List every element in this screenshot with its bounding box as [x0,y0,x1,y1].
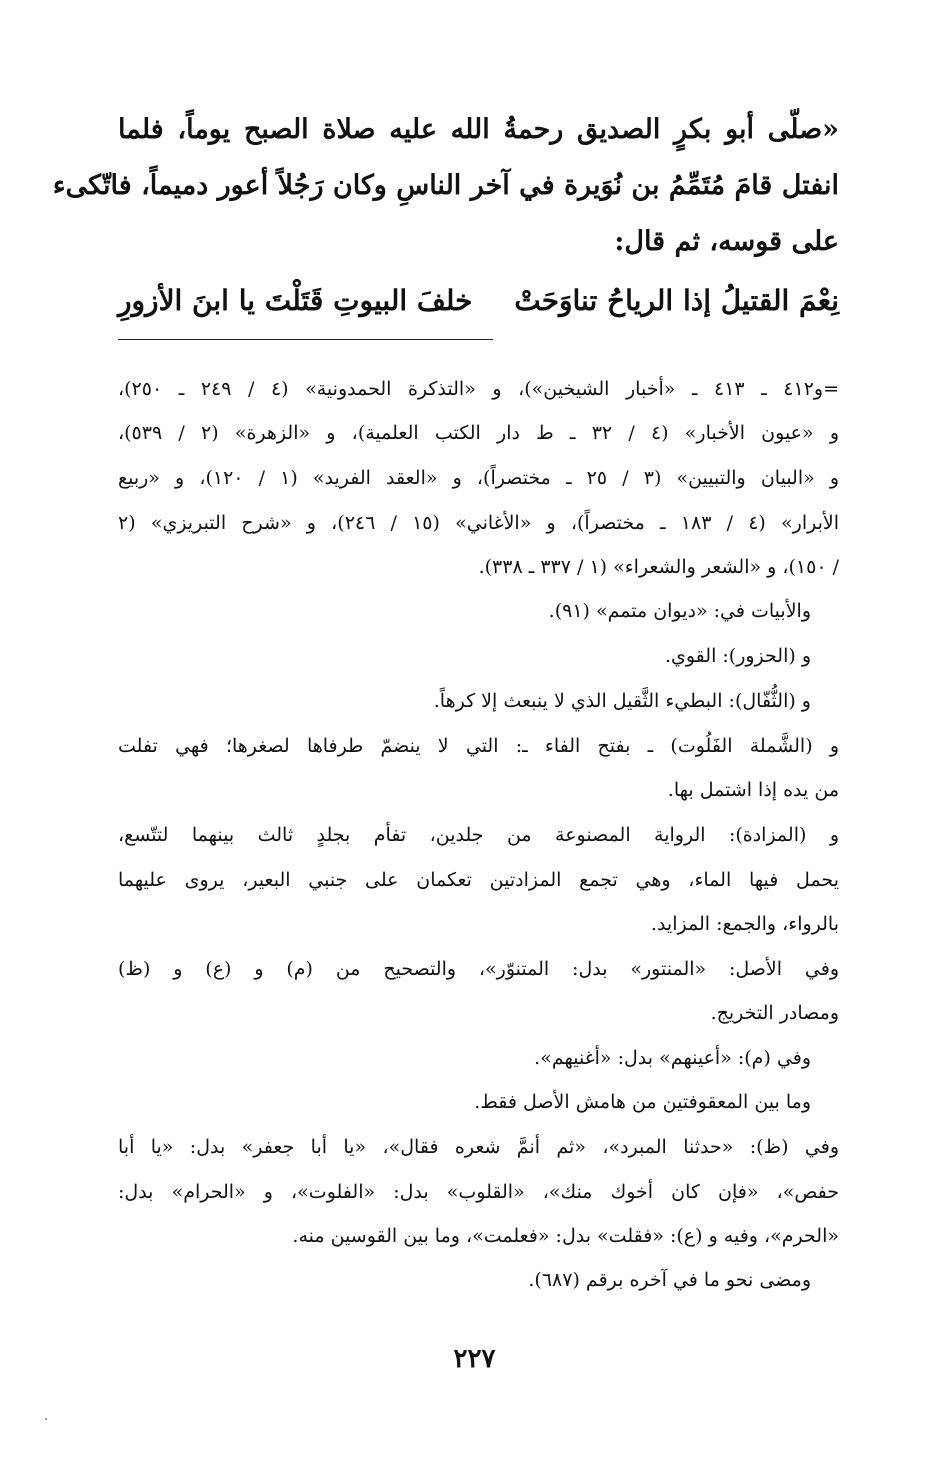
footnote-line: ومصادر التخريج. [710,1002,839,1024]
footnote-line: و (الحزور): القوي. [664,645,811,667]
main-text-line-3: على قوسه، ثم قال: [614,226,839,257]
verse [118,284,839,330]
footnote-line: و (المزادة): الرواية المصنوعة من جلدين، تفأم بجلدٍ ثالث بينهما لتتّسع، [118,824,839,846]
verse-first-hemistich: نِعْمَ القتيلُ إذا الرياحُ تناوَحَتْ [514,284,839,317]
footnote-line: من يده إذا اشتمل بها. [667,779,839,801]
footnote-line: وفي (ظ): «حدثنا المبرد»، «ثم أنمَّ شعره فقال»، «يا أبا جعفر» بدل: «يا أبا [118,1136,839,1158]
footnote-line: و «عيون الأخبار» (٤ / ٣٢ ـ ط دار الكتب العلمية)، و «الزهرة» (٢ / ٥٣٩)، [118,422,840,444]
footnote-line: يحمل فيها الماء، وهي تجمع المزادتين تعكمان على جنبي البعير، يروى عليهما [118,869,839,891]
footnote-line: ومضى نحو ما في آخره برقم (٦٨٧). [528,1269,811,1291]
footnote-line: حفص»، «فإن كان أخوك منك»، «القلوب» بدل: «الفلوت»، و «الحرام» بدل: [118,1181,839,1203]
footnote-line: وفي الأصل: «المنتور» بدل: المتنوّر»، والتصحيح من (م) و (ع) و (ظ) [118,958,839,980]
footnote-line: =و٤١٢ ـ ٤١٣ ـ «أخبار الشيخين»)، و «التذكرة الحمدونية» (٤ / ٢٤٩ ـ ٢٥٠)، [118,378,840,400]
footnote-line: بالرواء، والجمع: المزايد. [650,913,839,935]
scan-speck [45,1418,47,1420]
footnote-line: و (الشَّملة الفَلُوت) ـ بفتح الفاء ـ: التي لا ينضمّ طرفاها لصغرها؛ فهي تفلت [118,735,839,757]
footnote-line: وما بين المعقوفتين من هامش الأصل فقط. [474,1091,811,1113]
footnote-line: الأبرار» (٤ / ١٨٣ ـ مختصراً)، و «الأغاني» (١٥ / ٢٤٦)، و «شرح التبريزي» (٢ [118,512,839,534]
main-text-line-1: «صلّى أبو بكرٍ الصديق رحمةُ الله عليه صلاة الصبح يوماً، فلما [118,114,839,145]
footnote-line: والأبيات في: «ديوان متمم» (٩١). [548,600,811,622]
page-number: ٢٢٧ [453,1344,496,1374]
footnote-line: / ١٥٠)، و «الشعر والشعراء» (١ / ٣٣٧ ـ ٣٣٨). [478,556,839,578]
footnote-line: «الحرم»، وفيه و (ع): «فقلت» بدل: «فعلمت»، وما بين القوسين منه. [292,1225,839,1247]
footnote-line: و «البيان والتبيين» (٣ / ٢٥ ـ مختصراً)، و «العقد الفريد» (١ / ١٢٠)، و «ربيع [118,467,840,489]
footnote-separator-rule [118,339,493,340]
verse-second-hemistich: خلفَ البيوتِ قَتَلْتَ يا ابنَ الأزورِ [118,284,473,317]
footnote-line: و (الثُّفّال): البطيء الثَّقيل الذي لا ينبعث إلا كرهاً. [433,690,811,712]
footnote-line: وفي (م): «أعينهم» بدل: «أغنيهم». [534,1047,811,1069]
main-text-line-2: انفتل قامَ مُتَمِّمُ بن نُوَيرة في آخر الناسِ وكان رَجُلاً أعور دميماً، فاتّكىء [52,170,839,201]
